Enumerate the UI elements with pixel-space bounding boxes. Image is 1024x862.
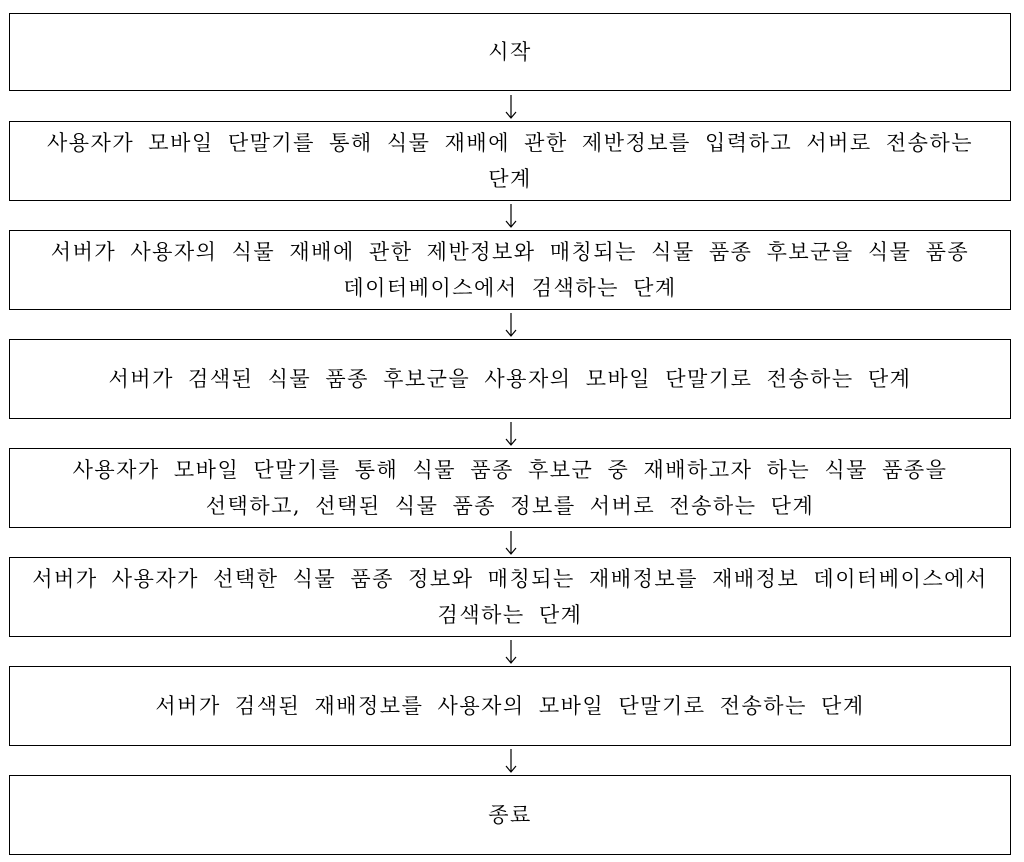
arrow-down-icon bbox=[504, 311, 518, 339]
step-label-4: 사용자가 모바일 단말기를 통해 식물 품종 후보군 중 재배하고자 하는 식물 품종을 선택하고, 선택된 식물 품종 정보를 서버로 전송하는 단계 bbox=[72, 458, 948, 518]
arrow-down-icon bbox=[504, 93, 518, 121]
end-box bbox=[9, 775, 1011, 855]
step-label-2: 서버가 사용자의 식물 재배에 관한 제반정보와 매칭되는 식물 품종 후보군을 식물 품종 데이터베이스에서 검색하는 단계 bbox=[50, 240, 970, 300]
arrow-down-icon bbox=[504, 529, 518, 557]
step-box-3 bbox=[9, 339, 1011, 419]
step-label-1: 사용자가 모바일 단말기를 통해 식물 재배에 관한 제반정보를 입력하고 서버로 전송하는 단계 bbox=[46, 131, 974, 191]
start-label: 시작 bbox=[488, 40, 532, 64]
step-box-6 bbox=[9, 666, 1011, 746]
step-box-5 bbox=[9, 557, 1011, 637]
start-box bbox=[9, 13, 1011, 91]
end-label: 종료 bbox=[488, 803, 532, 827]
arrow-down-icon bbox=[504, 420, 518, 448]
step-label-6: 서버가 검색된 재배정보를 사용자의 모바일 단말기로 전송하는 단계 bbox=[155, 694, 865, 718]
step-box-2 bbox=[9, 230, 1011, 310]
step-label-3: 서버가 검색된 식물 품종 후보군을 사용자의 모바일 단말기로 전송하는 단계 bbox=[108, 367, 912, 391]
step-box-4 bbox=[9, 448, 1011, 528]
arrow-down-icon bbox=[504, 638, 518, 666]
step-label-5: 서버가 사용자가 선택한 식물 품종 정보와 매칭되는 재배정보를 재배정보 데이터베이스에서 검색하는 단계 bbox=[32, 567, 988, 627]
arrow-down-icon bbox=[504, 202, 518, 230]
step-box-1 bbox=[9, 121, 1011, 201]
arrow-down-icon bbox=[504, 747, 518, 775]
